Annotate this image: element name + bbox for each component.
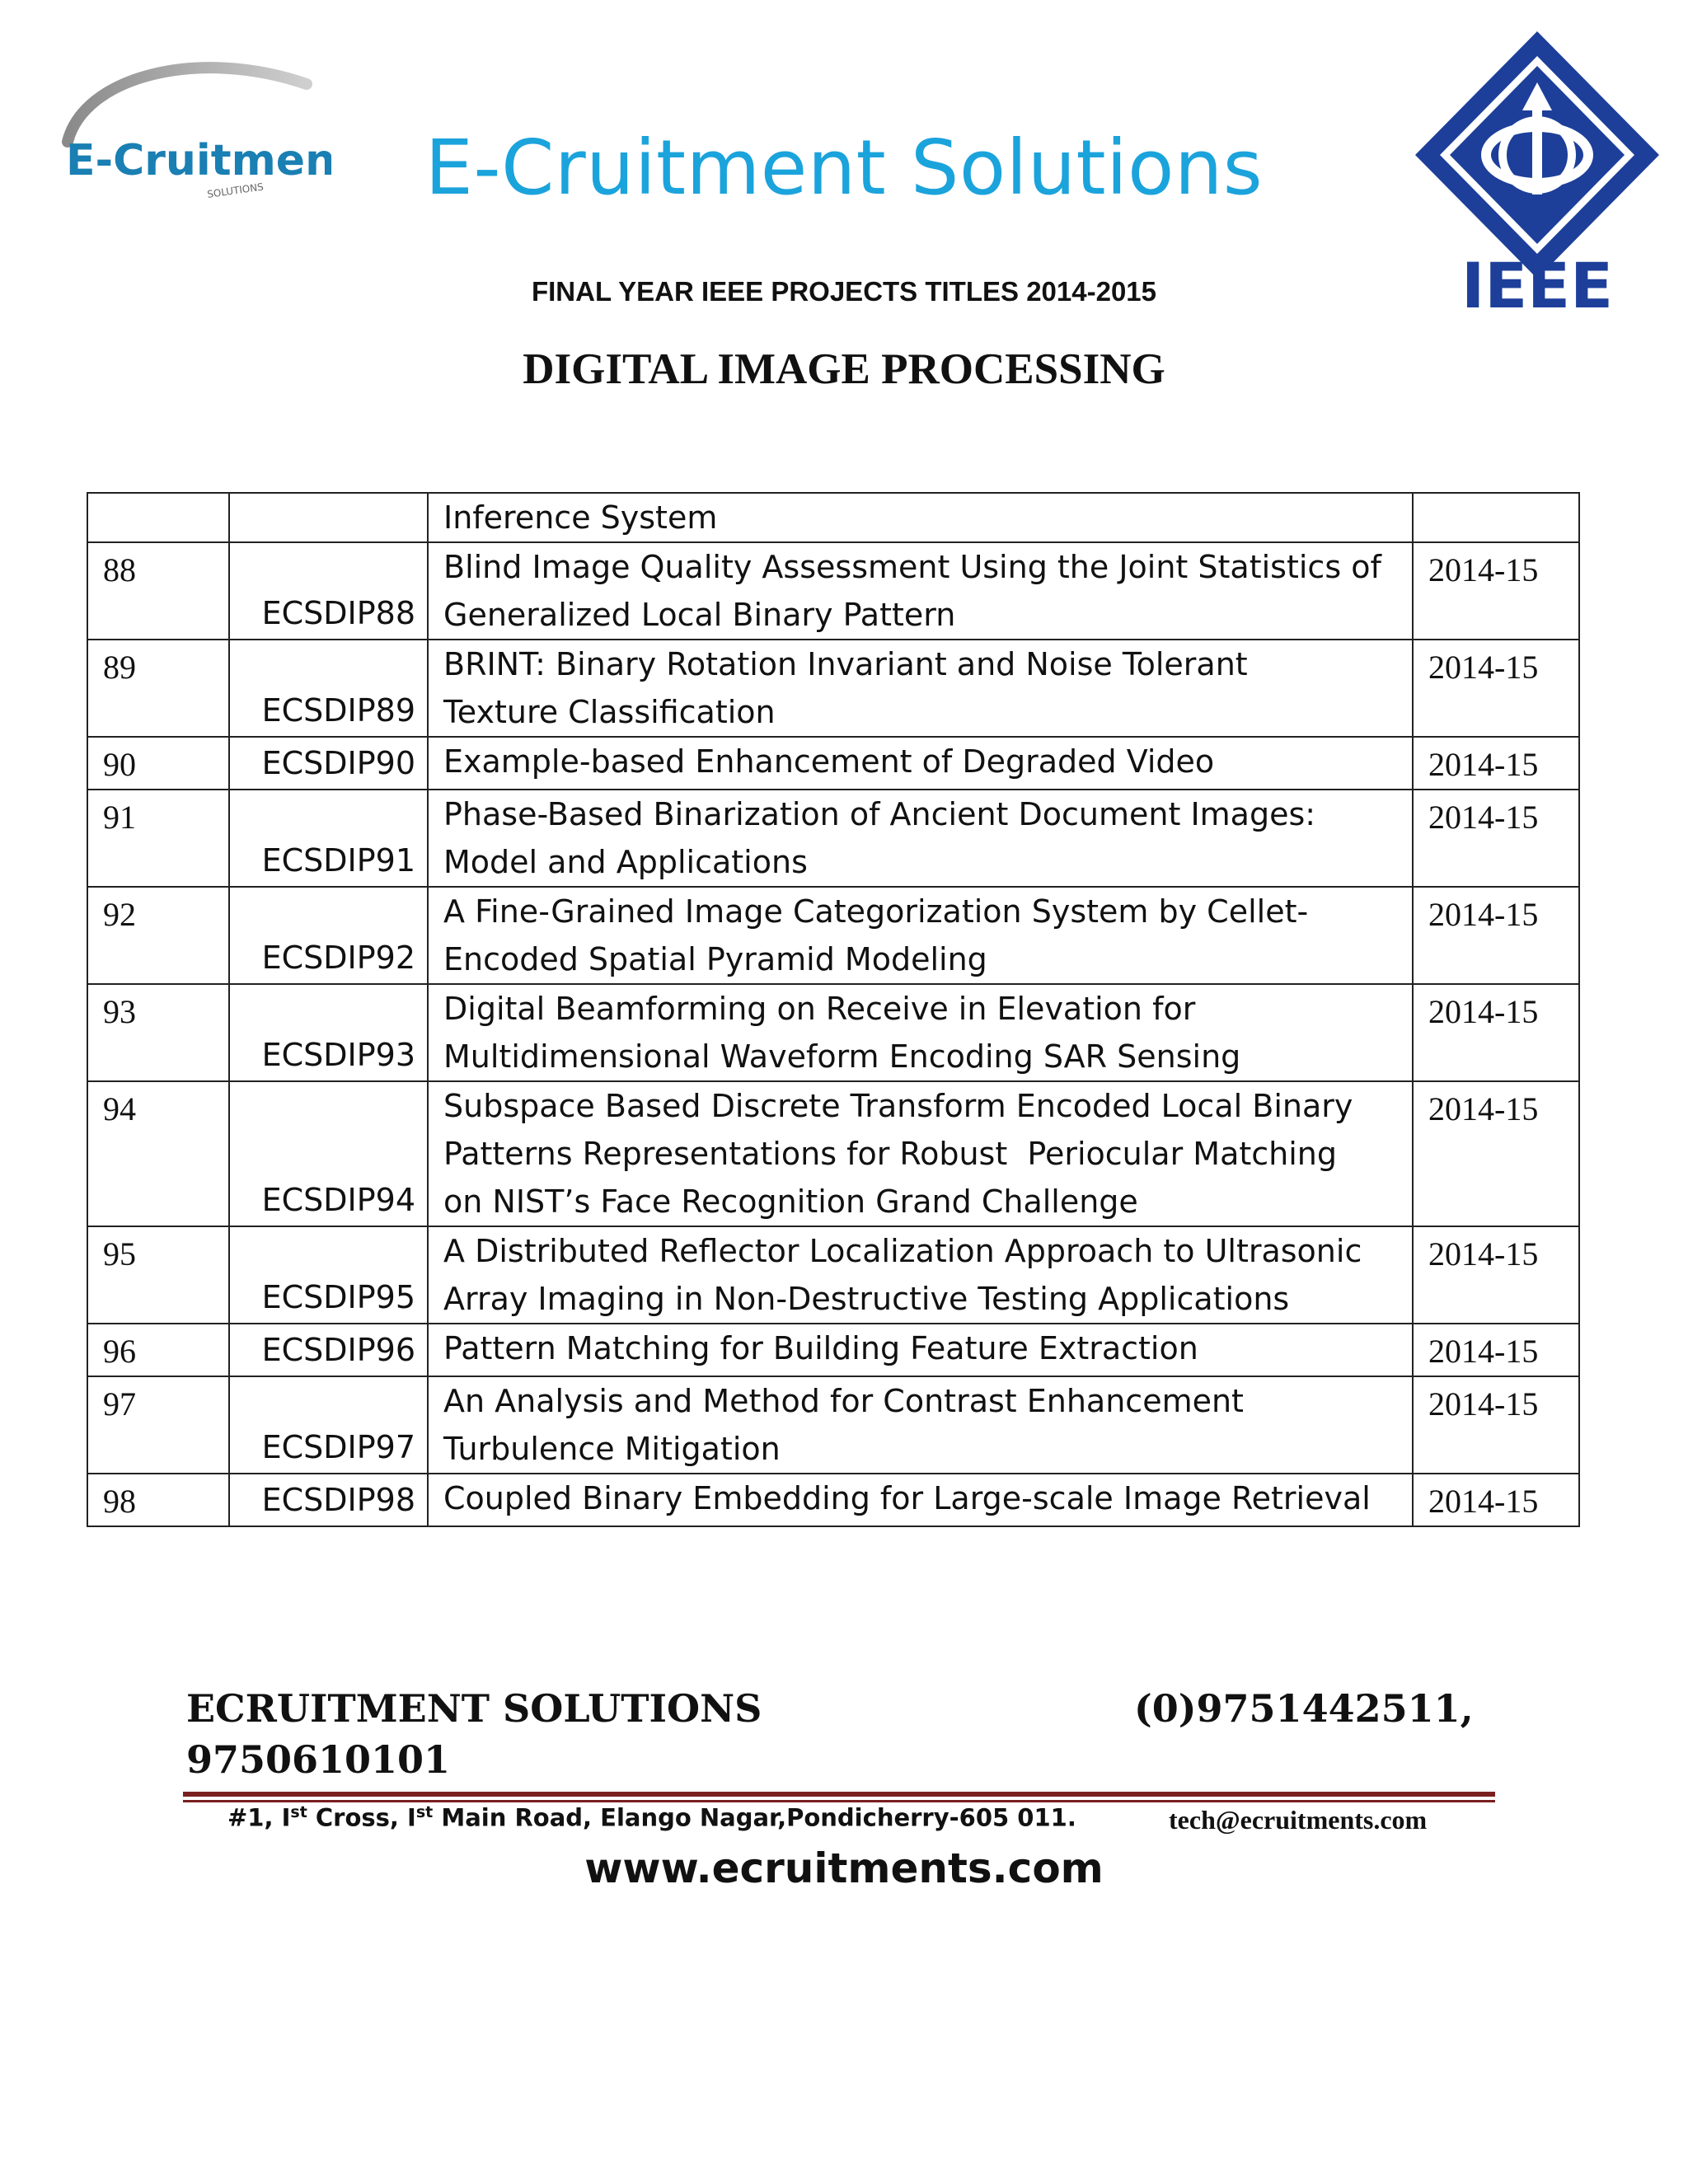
project-title-line: Texture Classification — [443, 694, 776, 730]
address-superscript: st — [415, 1803, 434, 1821]
project-number-cell: 95 — [87, 1226, 229, 1324]
address-part: #1, I — [227, 1803, 291, 1832]
project-year-cell: 2014-15 — [1413, 542, 1579, 640]
project-title-line: Array Imaging in Non-Destructive Testing Applications — [443, 1281, 1290, 1317]
project-title-cell — [428, 1474, 1413, 1526]
project-title-line: BRINT: Binary Rotation Invariant and Noise Tolerant — [443, 646, 1248, 682]
footer-address — [227, 1803, 1076, 1832]
project-title-line: Digital Beamforming on Receive in Elevation for — [443, 991, 1196, 1027]
project-title-line: Example-based Enhancement of Degraded Video — [443, 743, 1215, 780]
project-number-cell: 92 — [87, 887, 229, 984]
table-row — [87, 493, 1579, 542]
project-title-cell — [428, 887, 1413, 984]
project-title-line: Blind Image Quality Assessment Using the Joint Statistics of — [443, 549, 1381, 585]
project-title-cell — [428, 1324, 1413, 1376]
projects-table-body — [87, 493, 1579, 1526]
project-code-cell: ECSDIP91 — [229, 790, 428, 887]
project-title-line: on NIST’s Face Recognition Grand Challenge — [443, 1183, 1138, 1220]
project-title-cell — [428, 1081, 1413, 1226]
project-code-cell: ECSDIP93 — [229, 984, 428, 1081]
project-title-line: Coupled Binary Embedding for Large-scale Image Retrieval — [443, 1480, 1371, 1516]
ieee-logo — [1414, 31, 1661, 312]
project-title-cell — [428, 640, 1413, 737]
project-number-cell: 89 — [87, 640, 229, 737]
address-part: Cross, I — [307, 1803, 416, 1832]
project-number-cell: 97 — [87, 1376, 229, 1474]
company-title: E-Cruitment Solutions — [424, 124, 1264, 212]
table-row — [87, 737, 1579, 790]
footer-website[interactable]: www.ecruitments.com — [584, 1844, 1104, 1892]
project-year-cell: 2014-15 — [1413, 887, 1579, 984]
project-number-cell: 94 — [87, 1081, 229, 1226]
project-title-cell — [428, 542, 1413, 640]
project-code-cell: ECSDIP90 — [229, 737, 428, 790]
logo-left-subtext: SOLUTIONS — [206, 180, 265, 200]
project-code-cell — [229, 493, 428, 542]
project-title-line: Patterns Representations for Robust Periocular Matching — [443, 1136, 1338, 1172]
table-row — [87, 1226, 1579, 1324]
project-title-line: Subspace Based Discrete Transform Encoded Local Binary — [443, 1088, 1353, 1124]
footer-phone-primary: (0)9751442511, — [1134, 1686, 1474, 1731]
project-title-line: Inference System — [443, 499, 718, 536]
project-year-cell: 2014-15 — [1413, 1324, 1579, 1376]
project-number-cell: 93 — [87, 984, 229, 1081]
project-title-line: A Distributed Reflector Localization Approach to Ultrasonic — [443, 1233, 1362, 1269]
logo-left-text: E-Cruitment — [66, 136, 331, 185]
project-title-cell — [428, 737, 1413, 790]
table-row — [87, 640, 1579, 737]
table-row — [87, 984, 1579, 1081]
address-superscript: st — [290, 1803, 307, 1821]
ieee-logo-graphic — [1414, 31, 1661, 312]
address-part: Main Road, Elango Nagar,Pondicherry-605 011. — [433, 1803, 1076, 1832]
project-number-cell: 88 — [87, 542, 229, 640]
project-title-line: A Fine-Grained Image Categorization System by Cellet- — [443, 893, 1309, 930]
project-title-line: Generalized Local Binary Pattern — [443, 597, 956, 633]
section-title: DIGITAL IMAGE PROCESSING — [523, 345, 1165, 393]
footer-divider-thin — [183, 1800, 1495, 1802]
project-title-cell — [428, 1376, 1413, 1474]
project-title-line: Turbulence Mitigation — [443, 1431, 781, 1467]
project-title-cell — [428, 1226, 1413, 1324]
project-number-cell — [87, 493, 229, 542]
project-code-cell: ECSDIP94 — [229, 1081, 428, 1226]
footer-email[interactable]: tech@ecruitments.com — [1169, 1805, 1428, 1835]
project-code-cell: ECSDIP92 — [229, 887, 428, 984]
project-year-cell: 2014-15 — [1413, 1081, 1579, 1226]
project-year-cell: 2014-15 — [1413, 1376, 1579, 1474]
footer-company-name: ECRUITMENT SOLUTIONS — [186, 1686, 762, 1731]
footer-divider — [183, 1792, 1495, 1797]
project-year-cell — [1413, 493, 1579, 542]
project-number-cell: 98 — [87, 1474, 229, 1526]
project-title-cell — [428, 984, 1413, 1081]
projects-subtitle: FINAL YEAR IEEE PROJECTS TITLES 2014-2015 — [531, 276, 1157, 307]
project-title-cell — [428, 493, 1413, 542]
ieee-logo-text: IEEE — [1461, 249, 1614, 312]
footer-phone-secondary: 9750610101 — [186, 1737, 451, 1782]
table-row — [87, 1081, 1579, 1226]
table-row — [87, 887, 1579, 984]
project-title-line: Pattern Matching for Building Feature Extraction — [443, 1330, 1198, 1366]
table-row — [87, 1324, 1579, 1376]
table-row — [87, 1474, 1579, 1526]
project-year-cell: 2014-15 — [1413, 984, 1579, 1081]
project-title-line: Model and Applications — [443, 844, 808, 880]
project-code-cell: ECSDIP95 — [229, 1226, 428, 1324]
project-title-cell — [428, 790, 1413, 887]
project-code-cell: ECSDIP96 — [229, 1324, 428, 1376]
table-row — [87, 542, 1579, 640]
table-row — [87, 790, 1579, 887]
project-year-cell: 2014-15 — [1413, 1226, 1579, 1324]
project-title-line: Encoded Spatial Pyramid Modeling — [443, 941, 987, 977]
projects-table — [87, 492, 1580, 1527]
project-number-cell: 90 — [87, 737, 229, 790]
project-year-cell: 2014-15 — [1413, 737, 1579, 790]
project-year-cell: 2014-15 — [1413, 640, 1579, 737]
project-title-line: An Analysis and Method for Contrast Enhancement — [443, 1383, 1244, 1419]
project-code-cell: ECSDIP97 — [229, 1376, 428, 1474]
project-year-cell: 2014-15 — [1413, 790, 1579, 887]
project-title-line: Multidimensional Waveform Encoding SAR Sensing — [443, 1038, 1241, 1075]
project-number-cell: 91 — [87, 790, 229, 887]
table-row — [87, 1376, 1579, 1474]
project-year-cell: 2014-15 — [1413, 1474, 1579, 1526]
project-code-cell: ECSDIP88 — [229, 542, 428, 640]
project-number-cell: 96 — [87, 1324, 229, 1376]
project-code-cell: ECSDIP89 — [229, 640, 428, 737]
project-code-cell: ECSDIP98 — [229, 1474, 428, 1526]
project-title-line: Phase-Based Binarization of Ancient Document Images: — [443, 796, 1316, 832]
